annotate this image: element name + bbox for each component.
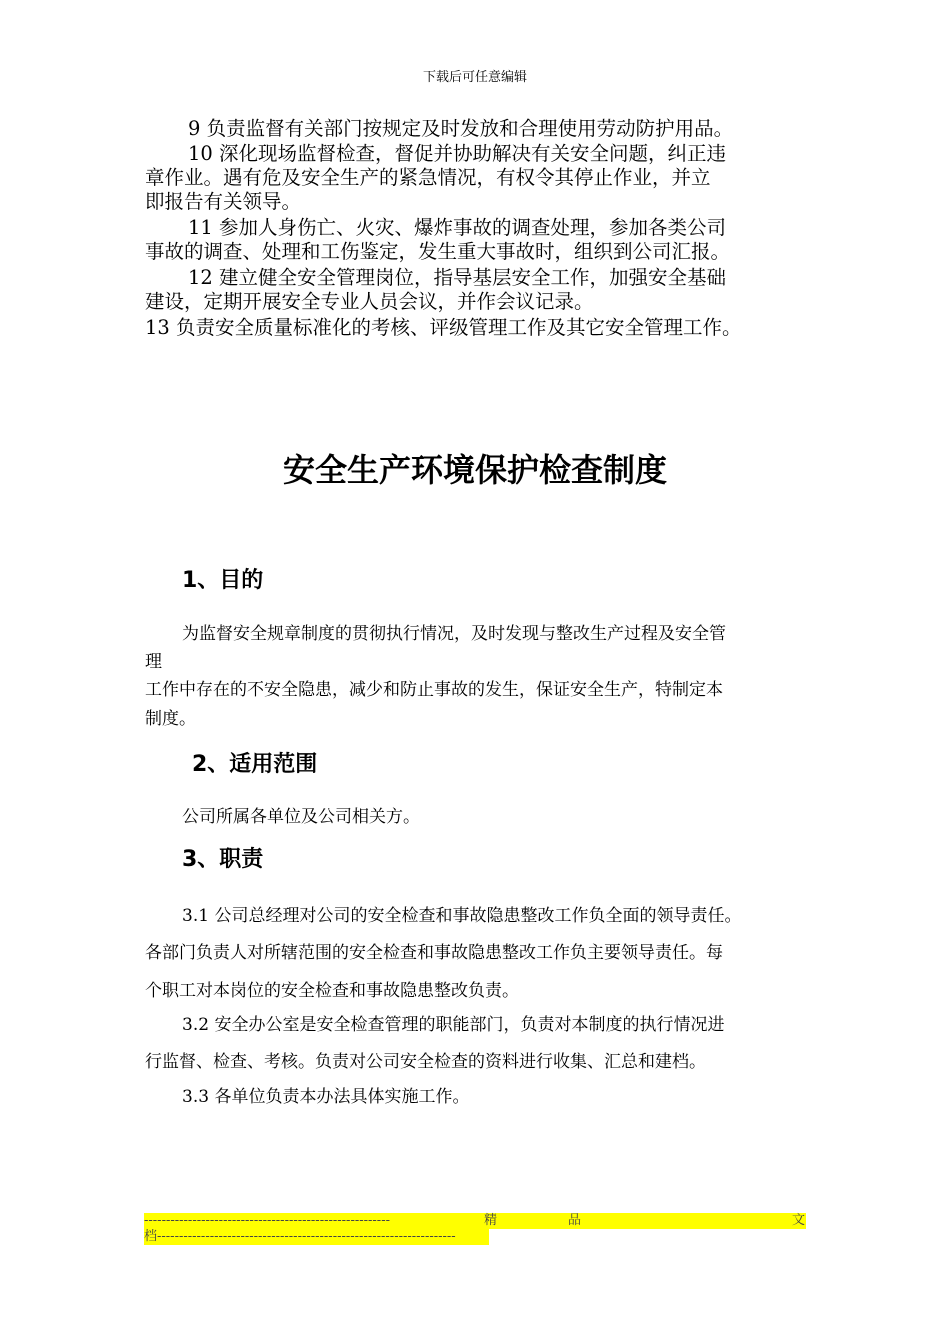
duty-item-11-cont: 事故的调查、处理和工伤鉴定，发生重大事故时，组织到公司汇报。 [145,240,731,263]
purpose-line-1: 为监督安全规章制度的贯彻执行情况，及时发现与整改生产过程及安全管 [182,624,726,644]
footer-dashes-right: -------------------------------------------------------------------- [157,1229,456,1244]
scope-line-1: 公司所属各单位及公司相关方。 [182,807,420,827]
responsibility-line-4: 3.2 安全办公室是安全检查管理的职能部门，负责对本制度的执行情况进 [182,1015,725,1035]
section-heading-scope: 2、适用范围 [192,752,318,777]
responsibility-line-3: 个职工对本岗位的安全检查和事故隐患整改负责。 [145,981,519,1001]
responsibility-line-5: 行监督、检查、考核。负责对公司安全检查的资料进行收集、汇总和建档。 [145,1052,706,1072]
responsibility-line-2: 各部门负责人对所辖范围的安全检查和事故隐患整改工作负主要领导责任。每 [145,943,723,963]
responsibility-line-1: 3.1 公司总经理对公司的安全检查和事故隐患整改工作负全面的领导责任。 [182,906,742,926]
footer-char-jing: 精 [484,1213,498,1228]
purpose-line-4: 制度。 [145,709,196,729]
footer-dashes-left: -------------------------------------------------------- [144,1213,390,1228]
section-heading-purpose: 1、目的 [182,568,264,593]
duty-item-9: 9 负责监督有关部门按规定及时发放和合理使用劳动防护用品。 [188,117,734,140]
duty-item-11: 11 参加人身伤亡、火灾、爆炸事故的调查处理，参加各类公司 [188,216,727,239]
purpose-line-3: 工作中存在的不安全隐患，减少和防止事故的发生，保证安全生产，特制定本 [145,680,723,700]
header-note: 下载后可任意编辑 [422,70,527,85]
purpose-line-2: 理 [145,652,162,672]
footer-watermark [144,1213,806,1245]
duty-item-12: 12 建立健全安全管理岗位，指导基层安全工作，加强安全基础 [188,266,727,289]
duty-item-12-cont: 建设，定期开展安全专业人员会议，并作会议记录。 [145,290,594,313]
footer-char-dang: 档 [144,1229,158,1244]
duty-item-10-cont-1: 章作业。遇有危及安全生产的紧急情况，有权令其停止作业，并立 [145,166,711,189]
duty-item-10-cont-2: 即报告有关领导。 [145,190,302,213]
responsibility-line-6: 3.3 各单位负责本办法具体实施工作。 [182,1087,470,1107]
footer-char-pin: 品 [568,1213,582,1228]
footer-line-2 [144,1229,489,1245]
duty-item-10: 10 深化现场监督检查，督促并协助解决有关安全问题，纠正违 [188,142,727,165]
document-title: 安全生产环境保护检查制度 [282,451,667,489]
footer-char-wen: 文 [792,1213,806,1228]
duty-item-13: 13 负责安全质量标准化的考核、评级管理工作及其它安全管理工作。 [145,316,742,339]
section-heading-responsibility: 3、职责 [182,847,264,872]
footer-line-1 [144,1213,806,1229]
